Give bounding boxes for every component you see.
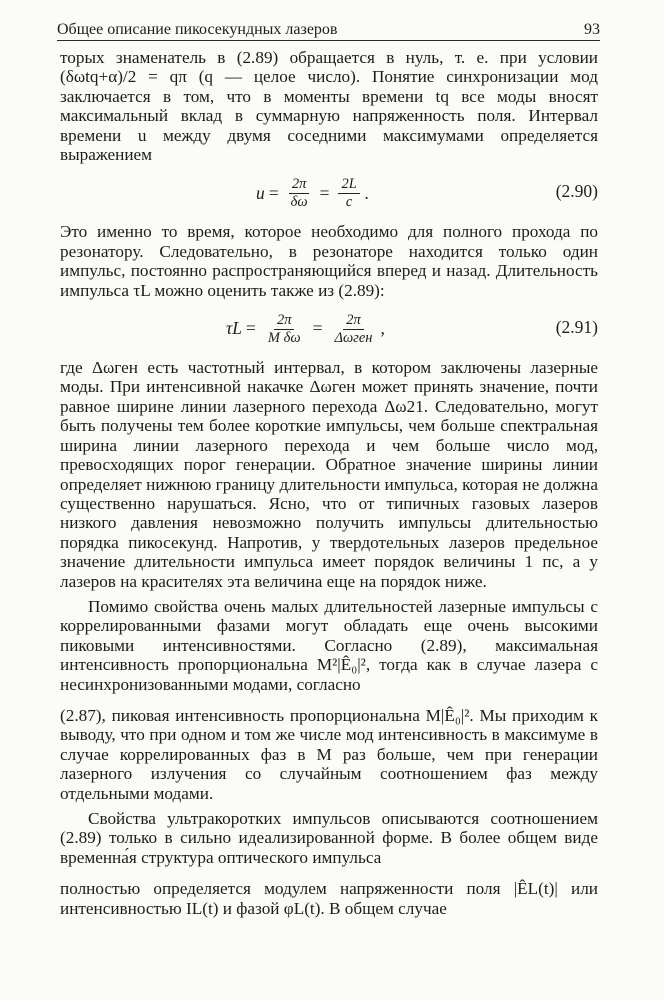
eq-2-91-equals: = xyxy=(246,318,256,339)
eq-2-90-fraction-2 xyxy=(338,176,359,211)
equation-2-90 xyxy=(60,168,598,218)
page-number: 93 xyxy=(584,21,600,38)
eq-2-90-equals-2: = xyxy=(319,182,330,203)
eq-2-90-tail: . xyxy=(364,182,370,203)
eq-2-91-frac1-denominator: M δω xyxy=(267,329,301,346)
page-body xyxy=(60,48,598,918)
eq-2-91-fraction-2 xyxy=(331,312,375,347)
running-title: Общее описание пикосекундных лазеров xyxy=(57,21,338,38)
eq-2-91-frac1-numerator: 2π xyxy=(274,312,295,330)
equation-2-91 xyxy=(60,304,598,354)
paragraph-5a: Свойства ультракоротких импульсов описываются соотношением (2.89) только в сильно идеализированной форме. В более общем виде временна́я структура оптического импульса xyxy=(60,809,598,867)
eq-2-90-fraction-1 xyxy=(288,176,311,211)
eq-2-91-lhs: τL xyxy=(226,318,242,339)
paragraph-4a: Помимо свойства очень малых длительностей лазерные импульсы с коррелированными фазами могут обладать еще очень высокими пиковыми интенсивностями. Согласно (2.89), максимальная интенсивность пропорциональна M²|Ê₀|², тогда как в случае лазера с несинхронизованными модами, согласно xyxy=(60,596,598,694)
eq-2-91-frac2-denominator: Δωген xyxy=(334,329,373,346)
eq-2-91-fraction-1 xyxy=(265,312,304,347)
eq-2-90-number: (2.90) xyxy=(555,181,598,202)
paragraph-3: где Δωген есть частотный интервал, в котором заключены лазерные моды. При интенсивной накачке Δωген может принять значение, почти равное ширине линии лазерного перехода Δω21. Следовательно, могут быть получены тем более короткие импульсы, чем больше спектральная ширина линии лазерного перехода и чем больше число мод, превосходящих порог генерации. Обратное значение ширины линии определяет нижнюю границу длительности импульса, которая не должна существенно нарушаться. Ясно, что от типичных газовых лазеров низкого давления невозможно получить импульсы длительностью порядка пикосекунд. Напротив, у твердотельных лазеров предельное значение длительности импульса имеет порядок величины 1 пс, а у лазеров на красителях эта величина еще на порядок ниже. xyxy=(60,358,598,591)
eq-2-90-frac2-denominator: c xyxy=(345,193,353,210)
paragraph-1: торых знаменатель в (2.89) обращается в нуль, т. е. при условии (δωtq+α)/2 = qπ (q — целое число). Понятие синхронизации мод заключается в том, что в моменты времени tq все моды вносят максимальный вклад в суммарную напряженность поля. Интервал времени u между двумя соседними максимумами определяется выражением xyxy=(60,48,598,165)
eq-2-90-frac1-denominator: δω xyxy=(290,193,308,210)
eq-2-91-tail: , xyxy=(380,318,385,339)
running-header xyxy=(57,10,600,41)
paragraph-4b: (2.87), пиковая интенсивность пропорциональна M|Ê₀|². Мы приходим к выводу, что при одном и том же числе мод интенсивность в максимуме в случае коррелированных фаз в M раз больше, чем при генерации лазерного излучения со случайным соотношением фаз между отдельными модами. xyxy=(60,705,598,803)
eq-2-90-frac2-numerator: 2L xyxy=(338,176,359,194)
paragraph-5b: полностью определяется модулем напряженности поля |ÊL(t)| или интенсивностью IL(t) и фазой φL(t). В общем случае xyxy=(60,879,598,918)
eq-2-91-number: (2.91) xyxy=(555,317,598,338)
eq-2-91-frac2-numerator: 2π xyxy=(343,312,364,330)
eq-2-90-equals: = xyxy=(268,182,279,203)
eq-2-91-equals-2: = xyxy=(312,318,323,339)
eq-2-90-lhs: u xyxy=(256,182,265,203)
paragraph-2: Это именно то время, которое необходимо для полного прохода по резонатору. Следовательно, в резонаторе находится только один импульс, постоянно распространяющийся вперед и назад. Длительность импульса τL можно оценить также из (2.89): xyxy=(60,222,598,300)
eq-2-90-frac1-numerator: 2π xyxy=(289,176,310,194)
